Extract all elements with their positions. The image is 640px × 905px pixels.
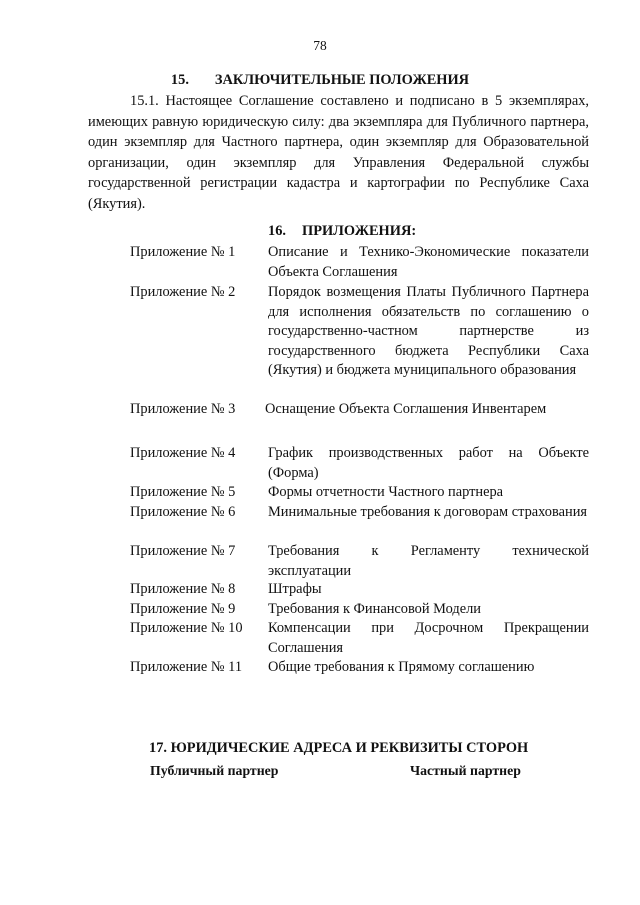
section-15-paragraph: 15.1. Настоящее Соглашение составлено и подписано в 5 экземплярах, имеющих равную юридическую силу: два экземпляра для Публичного партнера, один экземпляр для Частного партнера, один экземпляр для Образовательной организации, один экземпляр для Управления Федеральной службы государственной регистрации кадастра и картографии по Республике Саха (Якутия). <box>88 93 589 212</box>
section-15-heading <box>0 71 640 91</box>
annex-description: Штрафы <box>268 581 322 597</box>
annex-description: Общие требования к Прямому соглашению <box>268 659 535 675</box>
annex-description: Минимальные требования к договорам страхования <box>268 504 588 520</box>
annex-label: Приложение № 9 <box>130 601 236 617</box>
annex-label: Приложение № 6 <box>130 504 236 520</box>
annex-description: Порядок возмещения Платы Публичного Партнера для исполнения обязательств по соглашению о государственно-частном партнерстве из государственного бюджета Республики Саха (Якутия) и бюджета муниципального образования <box>268 284 589 378</box>
section-16-title: ПРИЛОЖЕНИЯ: <box>302 223 417 239</box>
annex-description: График производственных работ на Объекте (Форма) <box>268 445 589 481</box>
page-number: 78 <box>313 38 327 53</box>
section-15-number: 15. <box>170 72 189 88</box>
annex-description: Формы отчетности Частного партнера <box>268 484 504 500</box>
annex-description: Описание и Технико-Экономические показатели Объекта Соглашения <box>268 244 589 280</box>
section-16-number: 16. <box>268 223 286 239</box>
annex-label: Приложение № 7 <box>130 543 236 559</box>
annex-label: Приложение № 4 <box>130 445 236 461</box>
annex-description: Оснащение Объекта Соглашения Инвентарем <box>265 401 547 417</box>
annex-label: Приложение № 3 <box>130 401 236 417</box>
annex-description: Компенсации при Досрочном Прекращении Соглашения <box>268 620 589 656</box>
annex-label: Приложение № 8 <box>130 581 236 597</box>
annex-label: Приложение № 11 <box>130 659 243 675</box>
section-15-title: ЗАКЛЮЧИТЕЛЬНЫЕ ПОЛОЖЕНИЯ <box>214 72 470 88</box>
annex-description: Требования к Регламенту технической эксплуатации <box>268 543 589 579</box>
annex-label: Приложение № 10 <box>130 620 243 636</box>
annex-label: Приложение № 1 <box>130 244 236 260</box>
section-16-heading <box>268 222 416 242</box>
section-17-heading: 17. ЮРИДИЧЕСКИЕ АДРЕСА И РЕКВИЗИТЫ СТОРОН <box>149 740 529 756</box>
annex-label: Приложение № 2 <box>130 284 236 300</box>
private-partner-label: Частный партнер <box>410 763 521 778</box>
annex-label: Приложение № 5 <box>130 484 236 500</box>
annex-description: Требования к Финансовой Модели <box>268 601 481 617</box>
public-partner-label: Публичный партнер <box>150 763 279 778</box>
